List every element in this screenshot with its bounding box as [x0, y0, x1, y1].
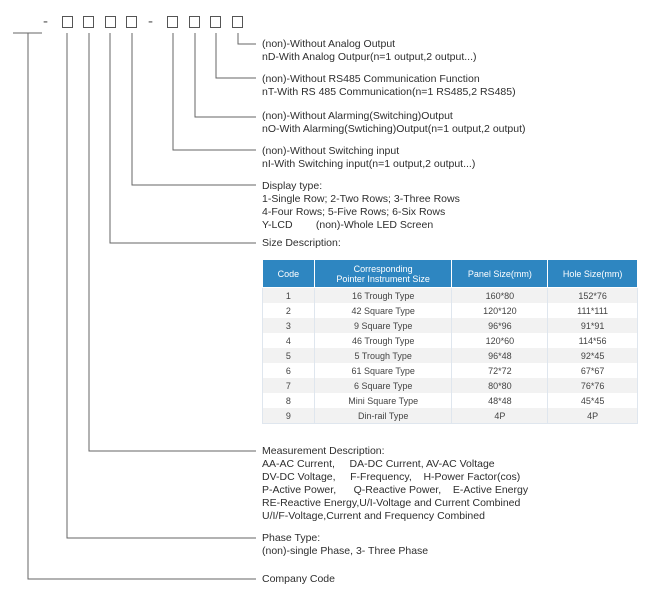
display-type-line-2: 4-Four Rows; 5-Five Rows; 6-Six Rows: [262, 206, 446, 218]
header-pointer-size: Corresponding Pointer Instrument Size: [314, 260, 452, 288]
cell-code: 4: [263, 333, 315, 348]
cell-code: 9: [263, 408, 315, 424]
cell-hole-size: 92*45: [548, 348, 638, 363]
cell-code: 7: [263, 378, 315, 393]
cell-code: 2: [263, 303, 315, 318]
cell-panel-size: 72*72: [452, 363, 548, 378]
cell-pointer-size: Mini Square Type: [314, 393, 452, 408]
cell-hole-size: 45*45: [548, 393, 638, 408]
code-box-2: [83, 16, 94, 28]
cell-code: 6: [263, 363, 315, 378]
measurement-line-5: U/I/F-Voltage,Current and Frequency Combined: [262, 510, 485, 522]
cell-code: 1: [263, 288, 315, 304]
header-hole-size: Hole Size(mm): [548, 260, 638, 288]
cell-panel-size: 4P: [452, 408, 548, 424]
cell-panel-size: 48*48: [452, 393, 548, 408]
cell-panel-size: 160*80: [452, 288, 548, 304]
cell-code: 5: [263, 348, 315, 363]
phase-type-line-1: (non)-single Phase, 3- Three Phase: [262, 545, 429, 557]
table-row: [263, 333, 638, 348]
cell-code: 3: [263, 318, 315, 333]
cell-panel-size: 96*48: [452, 348, 548, 363]
measurement-line-4: RE-Reactive Energy,U/I-Voltage and Current Combined: [262, 497, 521, 509]
cell-hole-size: 91*91: [548, 318, 638, 333]
table-row: [263, 318, 638, 333]
size-table-header-row: [263, 260, 638, 288]
measurement-line-3: P-Active Power, Q-Reactive Power, E-Active Energy: [262, 484, 529, 496]
measurement-line-1: AA-AC Current, DA-DC Current, AV-AC Voltage: [262, 458, 495, 470]
cell-hole-size: 152*76: [548, 288, 638, 304]
table-row: [263, 303, 638, 318]
company-code-label: Company Code: [262, 573, 335, 585]
code-box-1: [62, 16, 73, 28]
alarming-line-1: (non)-Without Alarming(Switching)Output: [262, 110, 453, 122]
cell-pointer-size: 9 Square Type: [314, 318, 452, 333]
table-row: [263, 348, 638, 363]
cell-hole-size: 111*111: [548, 303, 638, 318]
alarming-line-2: nO-With Alarming(Swtiching)Output(n=1 output,2 output): [262, 123, 526, 135]
display-type-heading: Display type:: [262, 180, 323, 192]
display-type-line-1: 1-Single Row; 2-Two Rows; 3-Three Rows: [262, 193, 460, 205]
code-separator: -: [148, 13, 153, 30]
switching-input-line-1: (non)-Without Switching input: [262, 145, 400, 157]
header-panel-size: Panel Size(mm): [452, 260, 548, 288]
switching-input-line-2: nI-With Switching input(n=1 output,2 output...): [262, 158, 476, 170]
cell-panel-size: 120*60: [452, 333, 548, 348]
cell-hole-size: 114*56: [548, 333, 638, 348]
code-separator: -: [43, 13, 48, 30]
rs485-line-2: nT-With RS 485 Communication(n=1 RS485,2 RS485): [262, 86, 516, 98]
analog-output-line-2: nD-With Analog Outpur(n=1 output,2 output...): [262, 51, 477, 63]
cell-hole-size: 67*67: [548, 363, 638, 378]
header-code: Code: [263, 260, 315, 288]
size-description-heading: Size Description:: [262, 237, 341, 249]
analog-output-line-1: (non)-Without Analog Output: [262, 38, 396, 50]
code-box-6: [189, 16, 200, 28]
table-row: [263, 378, 638, 393]
cell-code: 8: [263, 393, 315, 408]
cell-pointer-size: 46 Trough Type: [314, 333, 452, 348]
cell-pointer-size: 16 Trough Type: [314, 288, 452, 304]
cell-hole-size: 76*76: [548, 378, 638, 393]
cell-panel-size: 80*80: [452, 378, 548, 393]
code-box-5: [167, 16, 178, 28]
cell-pointer-size: 5 Trough Type: [314, 348, 452, 363]
measurement-heading: Measurement Description:: [262, 445, 385, 457]
table-row: [263, 288, 638, 304]
size-table: [262, 259, 638, 424]
code-box-7: [210, 16, 221, 28]
table-row: [263, 393, 638, 408]
cell-pointer-size: 61 Square Type: [314, 363, 452, 378]
display-type-line-3: Y-LCD (non)-Whole LED Screen: [262, 219, 434, 231]
phase-type-heading: Phase Type:: [262, 532, 321, 544]
code-box-4: [126, 16, 137, 28]
table-row: [263, 363, 638, 378]
table-row: [263, 408, 638, 424]
cell-pointer-size: Din-rail Type: [314, 408, 452, 424]
cell-panel-size: 96*96: [452, 318, 548, 333]
code-box-3: [105, 16, 116, 28]
cell-pointer-size: 6 Square Type: [314, 378, 452, 393]
cell-pointer-size: 42 Square Type: [314, 303, 452, 318]
cell-panel-size: 120*120: [452, 303, 548, 318]
rs485-line-1: (non)-Without RS485 Communication Function: [262, 73, 480, 85]
cell-hole-size: 4P: [548, 408, 638, 424]
code-box-8: [232, 16, 243, 28]
measurement-line-2: DV-DC Voltage, F-Frequency, H-Power Factor(cos): [262, 471, 521, 483]
